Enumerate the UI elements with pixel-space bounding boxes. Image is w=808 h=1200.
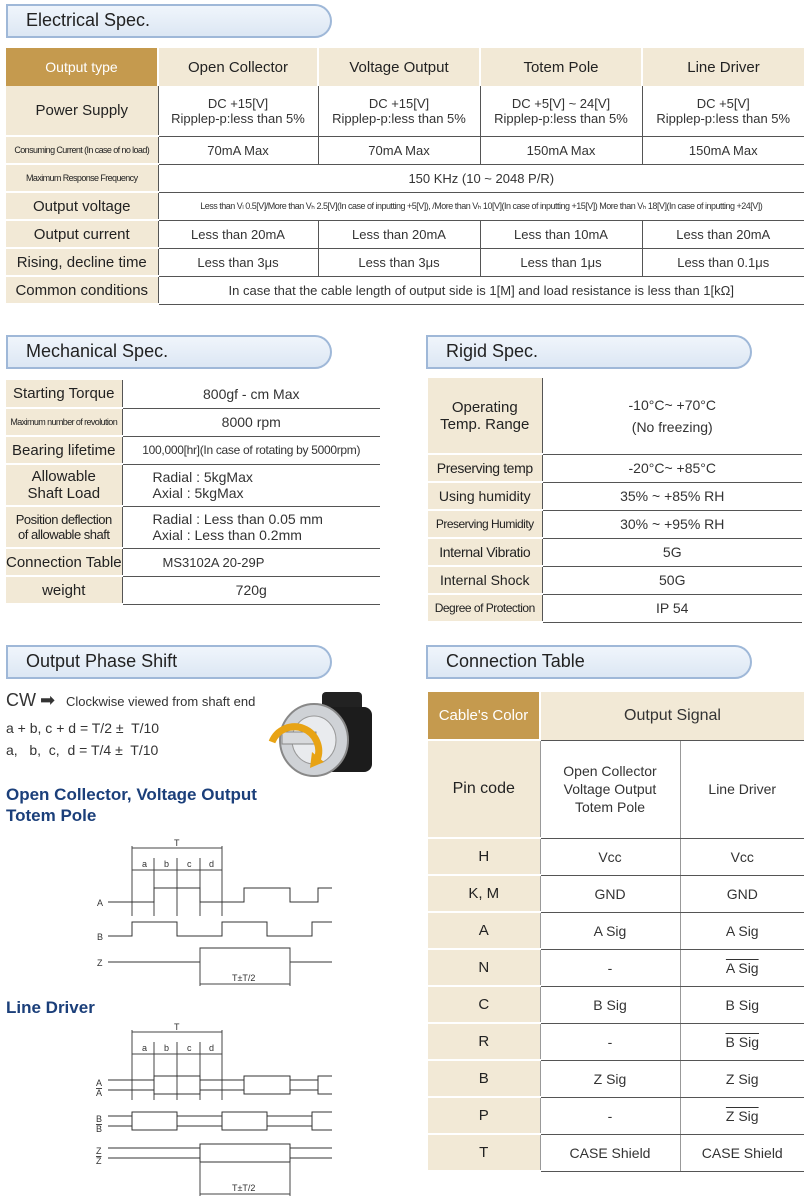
c1: -	[540, 1097, 680, 1134]
row-label: Preserving Humidity	[428, 510, 542, 538]
cell: DC +15[V] Ripplep-p:less than 5%	[318, 86, 480, 136]
c2-overlined: A Sig	[725, 959, 759, 976]
cell: -20°C~ +85°C	[542, 454, 802, 482]
span-cell: Less than Vₗ 0.5[V]/More than Vₕ 2.5[V](In case of inputting +5[V]), /More than Vₕ 10[V](In case of inputting +15[V]) More than Vₕ 18[V](In case of inputting +24[V])	[158, 192, 804, 220]
timing-diagram-2	[92, 1020, 332, 1200]
signal-z-label-2: Z	[96, 1146, 102, 1156]
seg-a-2: a	[142, 1043, 148, 1053]
seg-d: d	[209, 859, 215, 869]
row-label: Rising, decline time	[6, 248, 158, 276]
equation-1: a + b, c + d = T/2 ± T/10	[6, 720, 160, 736]
header-open-collector: Open Collector	[158, 48, 318, 86]
row-label: Consuming Current (In case of no load)	[6, 136, 158, 164]
pin: K, M	[428, 875, 540, 912]
mechanical-spec-title: Mechanical Spec.	[26, 341, 169, 361]
seg-b-2: b	[164, 1043, 170, 1053]
cell: 150mA Max	[642, 136, 804, 164]
header-output-type: Output type	[6, 48, 158, 86]
heading-line-driver: Line Driver	[6, 998, 95, 1017]
cell: DC +5[V] Ripplep-p:less than 5%	[642, 86, 804, 136]
row-label: Operating Temp. Range	[428, 378, 542, 454]
seg-d-2: d	[209, 1043, 215, 1053]
seg-c-2: c	[187, 1043, 192, 1053]
pin: B	[428, 1060, 540, 1097]
output-phase-header	[6, 645, 332, 679]
c1: -	[540, 1023, 680, 1060]
t-tolerance-2: T±T/2	[232, 1183, 256, 1193]
pin: P	[428, 1097, 540, 1134]
cell: Less than 20mA	[158, 220, 318, 248]
cell: Radial : 5kgMax Axial : 5kgMax	[122, 464, 380, 506]
row-label: Using humidity	[428, 482, 542, 510]
equation-2: a, b, c, d = T/4 ± T/10	[6, 742, 159, 758]
connection-table-header	[426, 645, 752, 679]
t-tolerance: T±T/2	[232, 973, 256, 983]
signal-z-label: Z	[97, 958, 103, 968]
cw-description: Clockwise viewed from shaft end	[66, 694, 256, 709]
row-label: Internal Shock	[428, 566, 542, 594]
row-label: Power Supply	[6, 86, 158, 136]
rigid-spec-title: Rigid Spec.	[446, 341, 539, 361]
c1: Z Sig	[540, 1060, 680, 1097]
c2: Z Sig	[680, 1060, 804, 1097]
mechanical-table	[6, 380, 380, 605]
col2-header: Line Driver	[680, 740, 804, 838]
span-cell: 150 KHz (10 ~ 2048 P/R)	[158, 164, 804, 192]
cell: 8000 rpm	[122, 408, 380, 436]
signal-z-bar-label: Z	[96, 1156, 102, 1166]
cell: 5G	[542, 538, 802, 566]
cell: DC +15[V] Ripplep-p:less than 5%	[158, 86, 318, 136]
row-label: Connection Table	[6, 548, 122, 576]
c1: Vcc	[540, 838, 680, 875]
row-label: Preserving temp	[428, 454, 542, 482]
c2: Vcc	[680, 838, 804, 875]
mechanical-spec-header	[6, 335, 332, 369]
c2: B Sig	[680, 986, 804, 1023]
cell: MS3102A 20-29P	[122, 548, 380, 576]
c1: B Sig	[540, 986, 680, 1023]
cell: Radial : Less than 0.05 mm Axial : Less than 0.2mm	[122, 506, 380, 548]
cell: Less than 10mA	[480, 220, 642, 248]
cell: Less than 3μs	[158, 248, 318, 276]
row-label: Output current	[6, 220, 158, 248]
pin: T	[428, 1134, 540, 1171]
c1: -	[540, 949, 680, 986]
span-cell: In case that the cable length of output side is 1[M] and load resistance is less than 1[kΩ]	[158, 276, 804, 304]
rigid-table	[428, 378, 802, 623]
cell: 35% ~ +85% RH	[542, 482, 802, 510]
timing-diagram-1	[92, 836, 332, 996]
cell: Less than 0.1μs	[642, 248, 804, 276]
cell: -10°C~ +70°C (No freezing)	[542, 378, 802, 454]
signal-b-label-2: B	[96, 1114, 103, 1124]
c2	[680, 1023, 804, 1060]
cell: 150mA Max	[480, 136, 642, 164]
c2: GND	[680, 875, 804, 912]
row-label: Internal Vibratio	[428, 538, 542, 566]
seg-b: b	[164, 859, 170, 869]
header-totem-pole: Totem Pole	[480, 48, 642, 86]
seg-c: c	[187, 859, 192, 869]
row-label: Output voltage	[6, 192, 158, 220]
pin: R	[428, 1023, 540, 1060]
col1-header: Open Collector Voltage Output Totem Pole	[540, 740, 680, 838]
row-label: weight	[6, 576, 122, 604]
cell: IP 54	[542, 594, 802, 622]
cell: Less than 20mA	[318, 220, 480, 248]
t-label-2: T	[174, 1022, 180, 1032]
row-label: Position deflection of allowable shaft	[6, 506, 122, 548]
header-line-driver: Line Driver	[642, 48, 804, 86]
row-label: Common conditions	[6, 276, 158, 304]
electrical-spec-header	[6, 4, 332, 38]
cell: DC +5[V] ~ 24[V] Ripplep-p:less than 5%	[480, 86, 642, 136]
cell: Less than 1μs	[480, 248, 642, 276]
connection-table	[428, 692, 804, 1172]
output-phase-title: Output Phase Shift	[26, 651, 178, 671]
seg-a: a	[142, 859, 148, 869]
pin: C	[428, 986, 540, 1023]
output-signal-header: Output Signal	[540, 692, 804, 740]
c2: CASE Shield	[680, 1134, 804, 1171]
encoder-image	[262, 682, 382, 792]
c2-overlined: B Sig	[725, 1033, 759, 1050]
cell: 720g	[122, 576, 380, 604]
c1: GND	[540, 875, 680, 912]
signal-a-bar-label: A	[96, 1088, 103, 1098]
pin: N	[428, 949, 540, 986]
header-voltage-output: Voltage Output	[318, 48, 480, 86]
row-label: Bearing lifetime	[6, 436, 122, 464]
row-label: Degree of Protection	[428, 594, 542, 622]
pin: A	[428, 912, 540, 949]
row-label: Allowable Shaft Load	[6, 464, 122, 506]
cell: 70mA Max	[318, 136, 480, 164]
cable-color-header: Cable's Color	[428, 692, 540, 740]
signal-b-label: B	[97, 932, 104, 942]
signal-b-bar-label: B	[96, 1124, 103, 1134]
c2-overlined: Z Sig	[725, 1107, 759, 1124]
c1: A Sig	[540, 912, 680, 949]
electrical-spec-title: Electrical Spec.	[26, 10, 151, 30]
row-label: Maximum number of revolution	[6, 408, 122, 436]
cell: 50G	[542, 566, 802, 594]
cell: 100,000[hr](In case of rotating by 5000rpm)	[122, 436, 380, 464]
rigid-spec-header	[426, 335, 752, 369]
c2	[680, 949, 804, 986]
c2: A Sig	[680, 912, 804, 949]
connection-table-title: Connection Table	[446, 651, 585, 671]
c1: CASE Shield	[540, 1134, 680, 1171]
cell: Less than 20mA	[642, 220, 804, 248]
cell: 800gf - cm Max	[122, 380, 380, 408]
c2	[680, 1097, 804, 1134]
t-label: T	[174, 838, 180, 848]
row-label: Starting Torque	[6, 380, 122, 408]
cell: Less than 3μs	[318, 248, 480, 276]
cell: 70mA Max	[158, 136, 318, 164]
row-label: Maximum Response Frequency	[6, 164, 158, 192]
pin-code-header: Pin code	[428, 740, 540, 838]
signal-a-label: A	[97, 898, 104, 908]
electrical-table	[6, 48, 804, 305]
signal-a-label-2: A	[96, 1078, 103, 1088]
cell: 30% ~ +95% RH	[542, 510, 802, 538]
arrow-right-icon: ➡	[40, 690, 56, 710]
cw-label: CW	[6, 690, 36, 710]
pin: H	[428, 838, 540, 875]
heading-open-collector: Open Collector, Voltage Output Totem Pole	[6, 785, 257, 825]
